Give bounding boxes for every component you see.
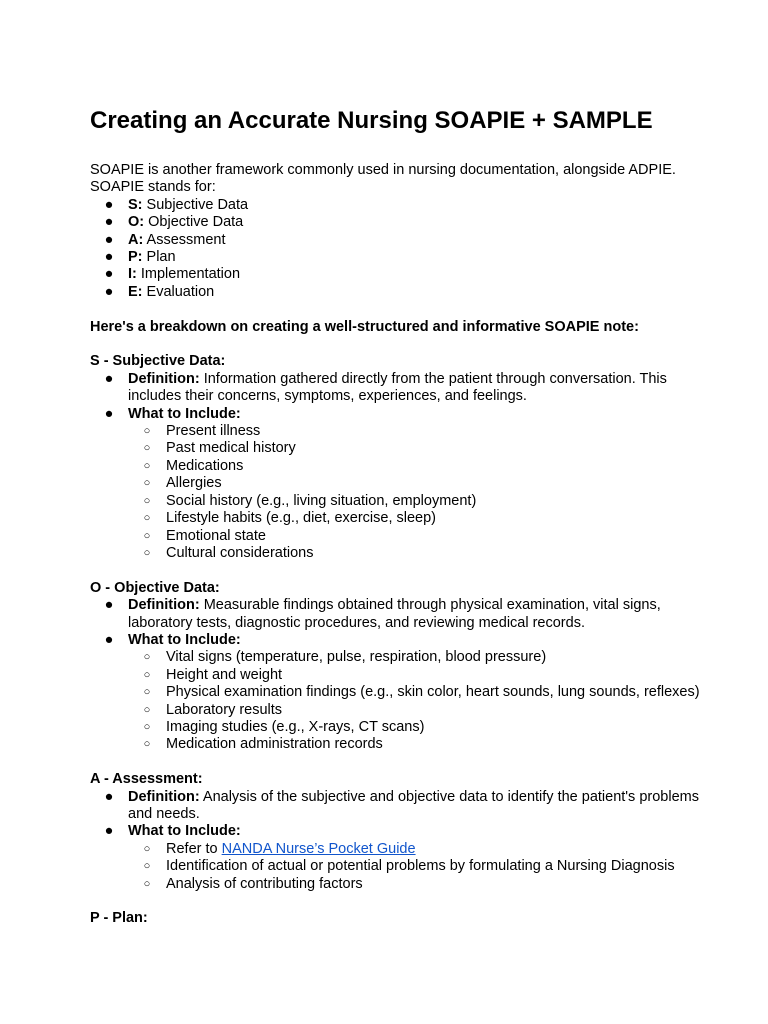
bullet-icon: ●: [104, 823, 114, 840]
acronym-text: Evaluation: [142, 283, 215, 300]
circle-bullet-icon: ○: [143, 442, 151, 455]
list-item: [128, 493, 710, 510]
item-text: Height and weight: [166, 666, 283, 683]
item-text: Emotional state: [166, 527, 266, 544]
list-item: [128, 528, 710, 545]
list-item: [90, 597, 710, 632]
bullet-icon: ●: [104, 214, 114, 231]
circle-bullet-icon: ○: [143, 738, 151, 751]
definition-label: Definition:: [128, 788, 200, 805]
acronym-letter: O:: [128, 214, 145, 231]
acronym-text: Implementation: [136, 266, 241, 283]
bullet-icon: ●: [104, 196, 114, 213]
item-text: Present illness: [166, 423, 261, 440]
bullet-icon: ●: [104, 231, 114, 248]
section-heading-objective: O - Objective Data:: [90, 579, 220, 596]
list-item: [128, 736, 710, 753]
assessment-list: [90, 789, 710, 893]
include-label: What to Include:: [128, 405, 241, 422]
circle-bullet-icon: ○: [143, 529, 151, 542]
item-text: Vital signs (temperature, pulse, respiration, blood pressure): [166, 649, 547, 666]
section-heading-plan: P - Plan:: [90, 910, 148, 927]
refer-prefix: Refer to: [166, 840, 222, 857]
list-item: [128, 423, 710, 440]
item-text: Laboratory results: [166, 701, 283, 718]
list-item: [128, 684, 710, 701]
objective-include-list: [128, 649, 710, 753]
bullet-icon: ●: [104, 266, 114, 283]
list-item: [90, 371, 710, 406]
item-text: Physical examination findings (e.g., skin color, heart sounds, lung sounds, reflexes): [166, 684, 700, 701]
list-item: [90, 406, 710, 563]
list-item: [90, 284, 710, 301]
list-item: [90, 266, 710, 283]
list-item: [128, 719, 710, 736]
section-heading-assessment: A - Assessment:: [90, 771, 203, 788]
list-item: [128, 545, 710, 562]
list-item: [128, 475, 710, 492]
item-text: Imaging studies (e.g., X-rays, CT scans): [166, 718, 425, 735]
spacer: [90, 301, 710, 318]
list-item: [128, 440, 710, 457]
list-item: [128, 876, 710, 893]
acronym-letter: A:: [128, 231, 144, 248]
section-heading-subjective: S - Subjective Data:: [90, 353, 226, 370]
acronym-text: Objective Data: [144, 214, 244, 231]
circle-bullet-icon: ○: [143, 877, 151, 890]
item-text: Medication administration records: [166, 736, 383, 753]
list-item: [90, 823, 710, 893]
circle-bullet-icon: ○: [143, 546, 151, 559]
bullet-icon: ●: [104, 370, 114, 387]
list-item: [90, 249, 710, 266]
spacer: [90, 336, 710, 353]
list-item: [90, 632, 710, 754]
item-text: Past medical history: [166, 440, 296, 457]
acronym-letter: E:: [128, 283, 143, 300]
objective-list: [90, 597, 710, 754]
list-item: [128, 458, 710, 475]
list-item: [128, 510, 710, 527]
acronym-text: Assessment: [143, 231, 226, 248]
circle-bullet-icon: ○: [143, 668, 151, 681]
list-item: [90, 789, 710, 824]
list-item: [128, 667, 710, 684]
circle-bullet-icon: ○: [143, 860, 151, 873]
circle-bullet-icon: ○: [143, 686, 151, 699]
acronym-letter: I:: [128, 266, 137, 283]
include-label: What to Include:: [128, 823, 241, 840]
list-item: [128, 841, 710, 858]
list-item: [128, 649, 710, 666]
item-text: Identification of actual or potential problems by formulating a Nursing Diagnosis: [166, 858, 675, 875]
definition-text: Measurable findings obtained through physical examination, vital signs, laboratory tests, diagnostic procedures, and reviewing medical records.: [128, 597, 661, 631]
definition-text: Information gathered directly from the patient through conversation. This includes their concerns, symptoms, experiences, and feelings.: [128, 370, 667, 405]
circle-bullet-icon: ○: [143, 720, 151, 733]
list-item: [90, 197, 710, 214]
circle-bullet-icon: ○: [143, 459, 151, 472]
bullet-icon: ●: [104, 405, 114, 422]
list-item: [90, 232, 710, 249]
item-text: Analysis of contributing factors: [166, 875, 363, 892]
definition-label: Definition:: [128, 597, 200, 614]
bullet-icon: ●: [104, 597, 114, 614]
bullet-icon: ●: [104, 283, 114, 300]
acronym-letter: P:: [128, 249, 143, 266]
intro-paragraph: SOAPIE is another framework commonly used in nursing documentation, alongside ADPIE. SOAPIE stands for:: [90, 162, 676, 196]
circle-bullet-icon: ○: [143, 425, 151, 438]
breakdown-heading: Here's a breakdown on creating a well-structured and informative SOAPIE note:: [90, 318, 639, 335]
acronym-text: Subjective Data: [142, 196, 249, 213]
acronym-list: [90, 197, 710, 301]
item-text: Medications: [166, 457, 244, 474]
bullet-icon: ●: [104, 788, 114, 805]
circle-bullet-icon: ○: [143, 477, 151, 490]
circle-bullet-icon: ○: [143, 512, 151, 525]
spacer: [90, 754, 710, 771]
list-item: [128, 858, 710, 875]
circle-bullet-icon: ○: [143, 703, 151, 716]
item-text: Social history (e.g., living situation, employment): [166, 492, 477, 509]
item-text: Cultural considerations: [166, 544, 314, 561]
document-title: Creating an Accurate Nursing SOAPIE + SAMPLE: [90, 107, 653, 134]
bullet-icon: ●: [104, 631, 114, 648]
list-item: [90, 214, 710, 231]
circle-bullet-icon: ○: [143, 494, 151, 507]
acronym-letter: S:: [128, 196, 143, 213]
bullet-icon: ●: [104, 249, 114, 266]
item-text: Lifestyle habits (e.g., diet, exercise, sleep): [166, 510, 436, 527]
circle-bullet-icon: ○: [143, 842, 151, 855]
subjective-include-list: [128, 423, 710, 562]
definition-label: Definition:: [128, 370, 200, 387]
assessment-include-list: [128, 841, 710, 893]
item-text: Allergies: [166, 475, 222, 492]
document-page: [90, 106, 710, 928]
definition-text: Analysis of the subjective and objective data to identify the patient's problems and needs.: [128, 788, 699, 822]
acronym-text: Plan: [142, 249, 176, 266]
circle-bullet-icon: ○: [143, 651, 151, 664]
spacer: [90, 562, 710, 579]
nanda-guide-link[interactable]: NANDA Nurse’s Pocket Guide: [221, 840, 416, 857]
list-item: [128, 702, 710, 719]
spacer: [90, 893, 710, 910]
include-label: What to Include:: [128, 631, 241, 648]
subjective-list: [90, 371, 710, 562]
